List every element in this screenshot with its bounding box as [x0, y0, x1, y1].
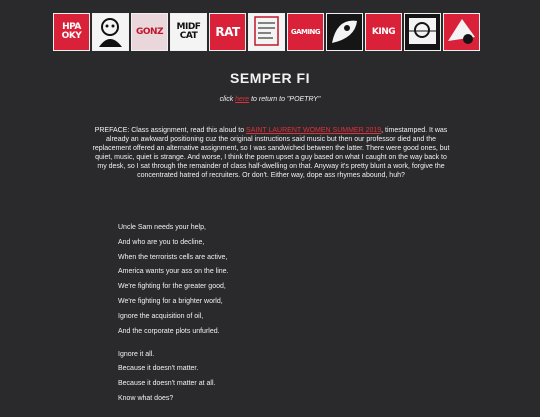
- poem-line: And who are you to decline,: [118, 238, 205, 246]
- return-line: [0, 96, 540, 103]
- rat-logo-icon: RAT: [215, 24, 240, 39]
- poem-line: America wants your ass on the line.: [118, 268, 229, 276]
- poem-line: Ignore the acquisition of oil,: [118, 312, 204, 320]
- poem-line: Because it doesn't matter.: [118, 365, 199, 373]
- return-suffix: to return to "POETRY": [249, 96, 321, 103]
- king-graffiti-icon: KING: [371, 26, 396, 37]
- banner-tile-9[interactable]: [365, 13, 402, 51]
- cartoon-face-icon: GONZ: [135, 26, 164, 37]
- poem-line: When the terrorists cells are active,: [118, 253, 228, 261]
- banner-tile-11[interactable]: [443, 13, 480, 51]
- return-prefix: click: [219, 96, 236, 103]
- comic-panel-icon: [405, 13, 440, 51]
- page-title: SEMPER FI: [230, 70, 310, 86]
- poem-line: Ignore it all.: [118, 350, 155, 358]
- banner-tile-1[interactable]: [53, 13, 90, 51]
- return-link[interactable]: here: [235, 96, 250, 103]
- poem-line: And the corporate plots unfurled.: [118, 327, 220, 335]
- poem-line: Know what does?: [118, 394, 174, 402]
- banner-tile-4[interactable]: [170, 13, 207, 51]
- poem-line: We're fighting for a brighter world,: [118, 297, 223, 305]
- poem-stanza-2: [118, 350, 229, 403]
- banner-tile-10[interactable]: [404, 13, 441, 51]
- abstract-art-icon: [444, 13, 479, 51]
- preface-text-start: PREFACE: Class assignment, read this aloud to: [94, 127, 247, 134]
- cat-doodle-icon: MIDF CAT: [176, 22, 201, 41]
- preface: [90, 126, 452, 180]
- banner-tile-2[interactable]: [92, 13, 129, 51]
- poem-line: Because it doesn't matter at all.: [118, 380, 216, 388]
- sketch-portrait-icon: [93, 13, 128, 51]
- preface-text-end: , timestamped. It was already an awkward positioning cuz the original instructions said music but then our professor died and the replacement offered an alternative assignment, so I was sandwiched between the latter. There were good ones, but quiet, music, quiet is strange. And worse, I think the poem upset a guy based on what I caught on the way back to my desk, so I sat through the remainder of class half-dwelling on that. Anyway it's pretty blunt a work, forgive the concentrated hatred of recruiters. Or don't. Either way, dope ass rhymes abound, huh?: [92, 127, 450, 179]
- poem-line: We're fighting for the greater good,: [118, 283, 226, 291]
- banner-tile-8[interactable]: [326, 13, 363, 51]
- poem-stanza-1: [118, 223, 229, 336]
- preface-link[interactable]: SAINT LAURENT WOMEN SUMMER 2019: [246, 127, 382, 134]
- banner-tile-3[interactable]: [131, 13, 168, 51]
- gaming-art-icon: GAMING: [290, 27, 321, 36]
- graffiti-art-icon: HPA OKY: [61, 22, 82, 41]
- poem-body: [118, 223, 229, 417]
- banner-tile-5[interactable]: [209, 13, 246, 51]
- banner-tile-7[interactable]: [287, 13, 324, 51]
- cartoon-creature-icon: [327, 13, 362, 51]
- flyer-page-icon: [249, 13, 284, 51]
- banner-tile-6[interactable]: [248, 13, 285, 51]
- poem-line: Uncle Sam needs your help,: [118, 224, 206, 231]
- banner-nav: [53, 13, 480, 51]
